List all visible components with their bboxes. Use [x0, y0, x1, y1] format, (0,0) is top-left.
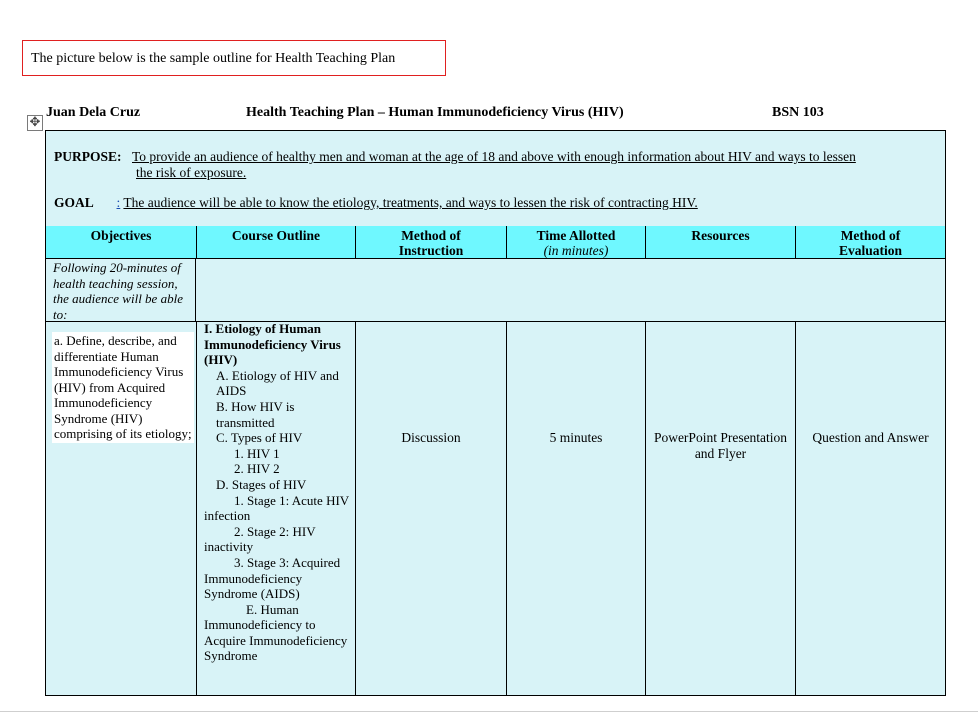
- plan-title: Health Teaching Plan – Human Immunodeficiency Virus (HIV): [246, 105, 624, 120]
- course-code: BSN 103: [772, 105, 824, 120]
- table-header-row: [46, 226, 945, 259]
- col-header-time-allotted: Time Allotted (in minutes): [507, 226, 646, 258]
- resources-text: PowerPoint Presentation and Flyer: [653, 430, 788, 461]
- evaluation-text: Question and Answer: [812, 430, 929, 445]
- outline-item: D. Stages of HIV: [216, 476, 307, 492]
- purpose-text-line2: the risk of exposure.: [136, 165, 247, 180]
- purpose-label: PURPOSE:: [54, 149, 122, 164]
- course-outline: [204, 321, 350, 664]
- note-box: The picture below is the sample outline for Health Teaching Plan: [22, 40, 446, 76]
- objective-text: a. Define, describe, and differentiate Human Immunodeficiency Virus (HIV) from Acquired Immunodeficiency Syndrome (HIV) comprising of its etiology;: [52, 332, 194, 443]
- purpose-row: [54, 149, 944, 180]
- col-header-resources: Resources: [646, 226, 796, 258]
- evaluation-cell: [796, 321, 945, 695]
- goal-text: The audience will be able to know the etiology, treatments, and ways to lessen the risk of contracting HIV.: [123, 195, 698, 210]
- intro-objective: Following 20-minutes of health teaching session, the audience will be able to:: [46, 258, 196, 321]
- col-header-method-evaluation: Method of Evaluation: [838, 228, 903, 258]
- outline-heading: I. Etiology of Human Immunodeficiency Virus (HIV): [204, 321, 341, 368]
- content-row: [46, 321, 945, 695]
- objective-cell: [46, 321, 197, 695]
- method-text: Discussion: [401, 430, 461, 445]
- purpose-text-line1: To provide an audience of healthy men and woman at the age of 18 and above with enough information about HIV and ways to lessen: [132, 149, 856, 164]
- outline-item: 2. HIV 2: [234, 461, 280, 477]
- goal-marker: :: [116, 195, 121, 210]
- outline-item: 2. Stage 2: HIV inactivity: [204, 523, 316, 555]
- outline-item: C. Types of HIV: [216, 430, 303, 446]
- outline-item: 3. Stage 3: Acquired Immunodeficiency Syndrome (AIDS): [204, 554, 341, 602]
- col-header-course-outline: Course Outline: [197, 226, 356, 258]
- resources-cell: [646, 321, 796, 695]
- outline-cell: [197, 321, 356, 695]
- outline-item: A. Etiology of HIV and AIDS: [216, 367, 339, 399]
- outline-item: B. How HIV is transmitted: [216, 398, 295, 430]
- method-cell: [356, 321, 507, 695]
- teaching-plan-table: [45, 130, 946, 696]
- time-text: 5 minutes: [549, 430, 603, 445]
- outline-item: 1. Stage 1: Acute HIV infection: [204, 492, 349, 524]
- outline-item: 1. HIV 1: [234, 445, 280, 461]
- goal-label: GOAL: [54, 195, 94, 210]
- outline-item: E. Human Immunodeficiency to Acquire Immunodeficiency Syndrome: [204, 601, 348, 664]
- page-bottom-divider: [0, 711, 978, 712]
- student-name: Juan Dela Cruz: [46, 105, 141, 120]
- col-header-objectives: Objectives: [46, 226, 197, 258]
- purpose-goal-block: [46, 131, 945, 227]
- col-header-method-instruction: Method of Instruction: [356, 226, 507, 258]
- table-move-handle-icon[interactable]: ✥: [27, 115, 43, 131]
- goal-row: [54, 195, 698, 211]
- time-cell: [507, 321, 646, 695]
- intro-row: [46, 258, 945, 322]
